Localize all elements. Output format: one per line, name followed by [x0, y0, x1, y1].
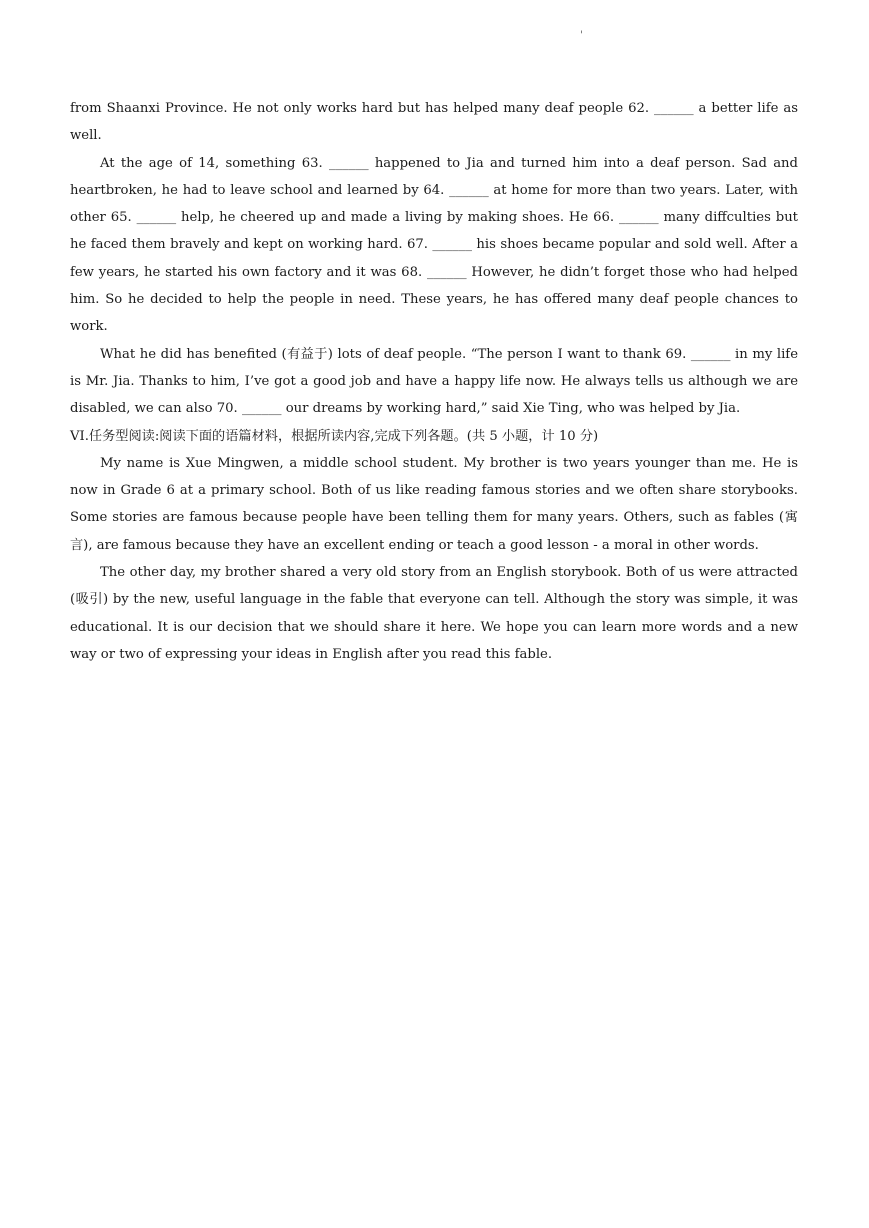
document-body — [70, 95, 798, 668]
passage1-paragraph: At the age of 14, something 63. ______ happened to Jia and turned him into a deaf person. Sad and heartbroken, he had to leave school and learned by 64. ______ at home for more than two years. Later, with other 65. ______ help, he cheered up and made a living by making shoes. He 66. ______ many diffculties but he faced them bravely and kept on working hard. 67. ______ his shoes became popular and sold well. After a few years, he started his own factory and it was 68. ______ However, he didn’t forget those who had helped him. So he decided to help the people in need. These years, he has offered many deaf people chances to work. — [70, 155, 798, 335]
passage1-paragraph: What he did has benefited (有益于) lots of deaf people. “The person I want to thank 69. ______ in my life is Mr. Jia. Thanks to him, I’ve got a good job and have a happy life now. He always tells us although we are disabled, we can also 70. ______ our dreams by working hard,” said Xie Ting, who was helped by Jia. — [70, 346, 798, 417]
section-title: VI.任务型阅读:阅读下面的语篇材料，根据所读内容,完成下列各题。(共 5 小题，计 10 分) — [70, 428, 599, 444]
section6-paragraph: The other day, my brother shared a very old story from an English storybook. Both of us were attracted (吸引) by the new, useful language in the fable that everyone can tell. Although the story was simple, it was educational. It is our decision that we should share it here. We hope you can learn more words and a new way or two of expressing your ideas in English after you read this fable. — [70, 565, 798, 662]
header-mark: ' — [580, 30, 583, 41]
passage1-paragraph: from Shaanxi Province. He not only works hard but has helped many deaf people 62. ______ a better life as well. — [70, 101, 798, 144]
section6-paragraph: My name is Xue Mingwen, a middle school student. My brother is two years younger than me. He is now in Grade 6 at a primary school. Both of us like reading famous stories and we often share storybooks. Some stories are famous because people have been telling them for many years. Others, such as fables (寓言), are famous because they have an excellent ending or teach a good lesson - a moral in other words. — [70, 455, 798, 553]
